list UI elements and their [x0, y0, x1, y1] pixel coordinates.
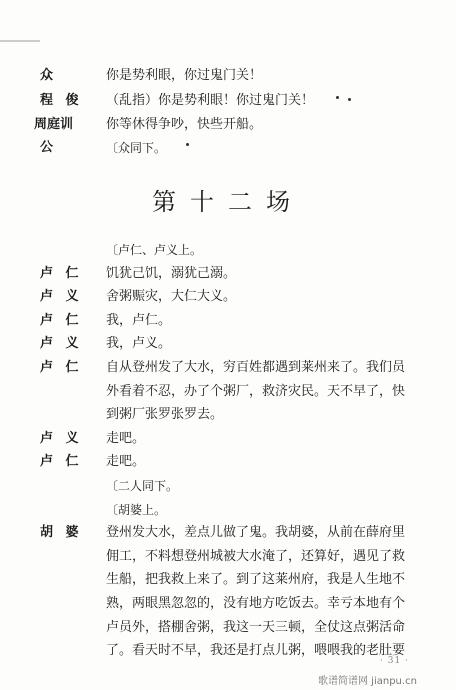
dialogue-text: 你是势利眼，你过鬼门关！ [106, 68, 263, 83]
speaker-name: 卢 义 [40, 336, 83, 352]
speaker-name: 卢 义 [40, 289, 83, 305]
dialogue-line [0, 264, 456, 284]
speaker-name: 卢 仁 [40, 265, 83, 281]
stage-line [0, 500, 456, 520]
dialogue-text: 你等休得争吵，快些开船。 [106, 117, 263, 132]
dialogue-text: 我，卢仁。 [106, 312, 172, 328]
dialogue-text: 熟，两眼黑忽忽的，没有地方吃饭去。幸亏本地有个 [106, 596, 406, 611]
dialogue-continuation [0, 594, 456, 614]
dialogue-text: 饥犹己饥，溺犹己溺。 [106, 265, 237, 281]
dialogue-line [0, 334, 456, 354]
speaker-name: 周庭训 [34, 117, 74, 132]
dialogue-text: 走吧。 [106, 430, 146, 446]
stage-direction: 〔卢仁、卢义上。 [106, 243, 203, 257]
dialogue-line [0, 115, 456, 135]
dialogue-continuation [0, 382, 456, 402]
speaker-name: 众 [40, 68, 58, 83]
dialogue-line [0, 287, 456, 307]
dialogue-continuation [0, 570, 456, 590]
stage-direction: 〔胡婆上。 [106, 502, 167, 517]
dialogue-text: 佣工，不料想登州城被大水淹了，还算好，遇见了救 [106, 548, 406, 564]
watermark: 歌谱简谱网 jianpu.cn [318, 676, 417, 687]
speaker-name: 卢 仁 [40, 454, 83, 470]
speaker-name: 卢 义 [40, 430, 83, 446]
dialogue-line [0, 452, 456, 472]
speaker-name: 卢 仁 [40, 360, 83, 375]
dialogue-text: 生船，把我救上来了。到了这莱州府，我是人生地不 [106, 572, 406, 588]
dialogue-continuation [0, 547, 456, 567]
dialogue-text: 到粥厂张罗张罗去。 [106, 407, 224, 423]
dialogue-line [0, 523, 456, 543]
scan-speck [348, 98, 351, 101]
scan-speck [186, 143, 189, 146]
page-number: · 31 · [380, 656, 409, 666]
dialogue-text: 外看着不忍，办了个粥厂，救济灾民。天不早了，快 [106, 383, 406, 399]
dialogue-line [0, 138, 456, 158]
page-edge-mark [0, 40, 40, 42]
speaker-name: 胡 婆 [40, 525, 83, 541]
dialogue-text: 了。看天时不早，我还是打点儿粥，喂喂我的老肚要 [106, 643, 406, 659]
dialogue-line [0, 429, 456, 449]
speaker-name: 程 俊 [40, 93, 83, 108]
speaker-name: 卢 仁 [40, 312, 83, 328]
scan-speck [336, 96, 339, 99]
dialogue-line [0, 358, 456, 378]
dialogue-text: （乱指）你是势利眼！你过鬼门关！ [106, 93, 315, 108]
dialogue-text: 登州发大水，差点儿做了鬼。我胡婆，从前在薛府里 [106, 525, 406, 541]
dialogue-continuation [0, 405, 456, 425]
dialogue-text: 舍粥赈灾，大仁大义。 [106, 289, 237, 305]
stage-direction: 〔众同下。 [106, 141, 167, 155]
scene-title: 第十二场 [152, 188, 304, 216]
stage-line [0, 240, 456, 260]
dialogue-line [0, 91, 456, 111]
dialogue-continuation [0, 618, 456, 638]
stage-direction: 〔二人同下。 [106, 479, 179, 493]
stage-line [0, 476, 456, 496]
dialogue-line [0, 311, 456, 331]
dialogue-line [0, 66, 456, 86]
dialogue-text: 走吧。 [106, 454, 146, 470]
speaker-name: 公 [40, 140, 58, 155]
dialogue-text: 我，卢义。 [106, 336, 172, 352]
dialogue-text: 自从登州发了大水，穷百姓都遇到莱州来了。我们员 [106, 360, 406, 375]
dialogue-text: 卢员外，搭棚舍粥，我这一天三顿，全仗这点粥活命 [106, 619, 406, 635]
